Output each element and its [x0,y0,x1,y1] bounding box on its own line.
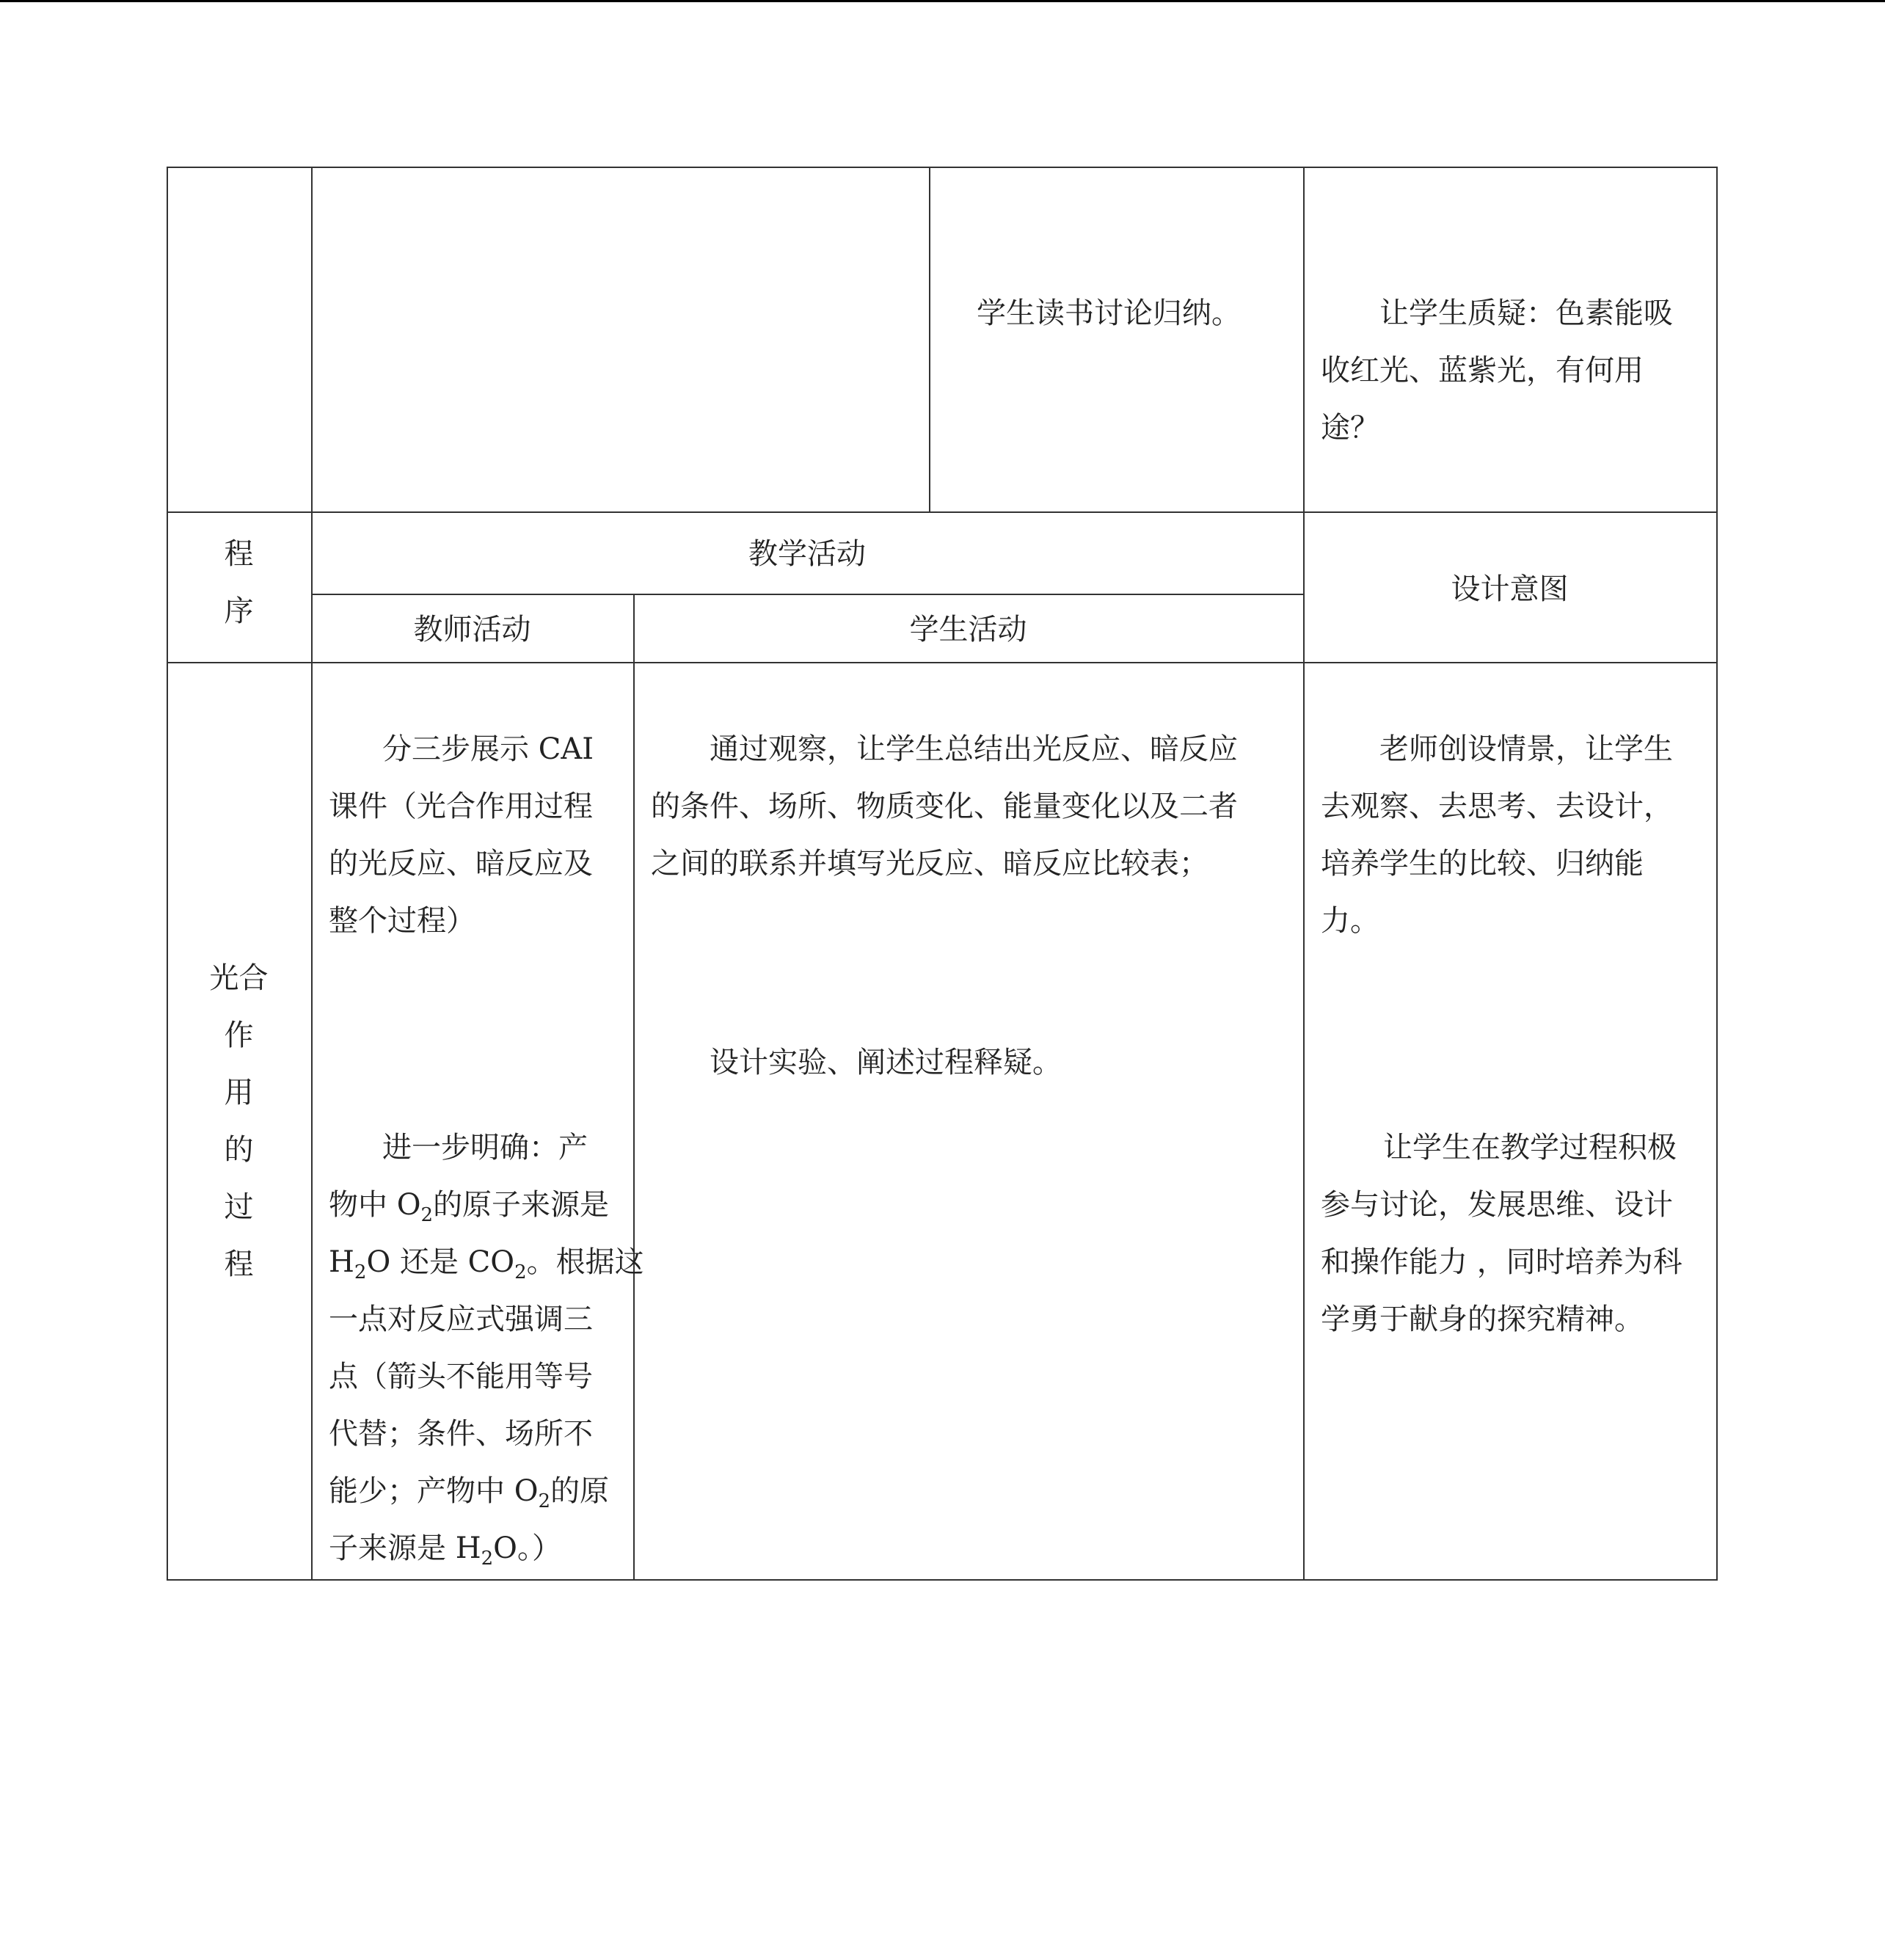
col-divider-design [1303,167,1305,1581]
text-line: 序 [224,594,254,628]
header-design-intent: 设计意图 [1451,572,1569,606]
col-divider-top-student [929,167,930,511]
text-line: 分三步展示 CAI [382,732,594,766]
text-line [329,1520,644,1577]
text-line: 通过观察，让学生总结出光反应、暗反应 [710,732,1238,766]
text-line [329,1176,644,1234]
text-line: 参与讨论，发展思维、设计 [1321,1188,1673,1222]
header-student-activity: 学生活动 [909,613,1027,646]
page-top-rule [0,0,1885,2]
text-line: 程 [224,537,254,571]
lesson-plan-table [167,167,1718,1581]
text-line: 的 [224,1133,254,1167]
text-line: 一点对反应式强调三 [329,1303,593,1336]
text-line: 点（箭头不能用等号 [329,1360,593,1394]
text-line: 程 [224,1247,254,1281]
text-line: 光合 [209,961,269,995]
teacher-activity-block-1 [329,721,594,950]
text-fragment: 的原子来源是 [433,1188,610,1222]
text-line: 之间的联系并填写光反应、暗反应比较表； [651,847,1208,881]
text-line: 的条件、场所、物质变化、能量变化以及二者 [651,790,1238,823]
text-line: 进一步明确：产 [382,1131,588,1165]
subscript: 2 [354,1261,367,1283]
header-teaching-activity: 教学活动 [748,537,866,571]
text-fragment: 能少；产物中 O [329,1474,539,1508]
top-design-intent [1321,285,1673,456]
table-border-bottom [167,1579,1718,1581]
text-fragment: H [329,1245,354,1279]
subscript: 2 [420,1204,434,1226]
text-line: 让学生质疑：色素能吸 [1379,296,1673,330]
text-fragment: 。根据这 [526,1245,644,1279]
row-divider-2 [167,662,1718,663]
subscript: 2 [481,1548,494,1570]
subscript: 2 [514,1261,527,1283]
top-student-activity: 学生读书讨论归纳。 [977,296,1241,330]
col-divider-procedure [311,167,313,1581]
procedure-photosynthesis [167,950,311,1293]
design-intent-block-1 [1321,721,1673,950]
header-teacher-activity: 教师活动 [413,613,531,646]
text-line: 过 [224,1190,254,1224]
student-activity-block-1 [651,721,1238,892]
subscript: 2 [538,1490,551,1512]
text-line: 作 [224,1019,254,1052]
student-activity-block-2: 设计实验、阐述过程释疑。 [710,1046,1062,1079]
row-divider-1 [167,511,1718,513]
text-line: 收红光、蓝紫光，有何用 [1321,354,1644,387]
text-line: 课件（光合作用过程 [329,790,593,823]
text-line: 用 [224,1076,254,1110]
text-line: 力。 [1321,904,1379,938]
header-procedure [167,525,311,640]
text-fragment: 子来源是 H [329,1531,481,1565]
text-line: 老师创设情景，让学生 [1379,732,1673,766]
text-line: 学勇于献身的探究精神。 [1321,1303,1644,1336]
text-line: 整个过程） [329,904,475,938]
text-line: 培养学生的比较、归纳能 [1321,847,1644,881]
text-line: 去观察、去思考、去设计， [1321,790,1673,823]
table-border-top [167,167,1718,168]
text-fragment: 物中 O [329,1188,421,1222]
text-line: 让学生在教学过程积极 [1383,1131,1677,1165]
text-line [329,1462,644,1520]
text-fragment: O 还是 CO [366,1245,515,1279]
text-line: 和操作能力 ，同时培养为科 [1321,1245,1682,1279]
table-border-right [1716,167,1718,1581]
header-subdivider [311,594,1303,595]
text-line: 的光反应、暗反应及 [329,847,593,881]
table-border-left [167,167,168,1581]
text-line [329,1234,644,1291]
text-fragment: 的原 [550,1474,610,1508]
text-line: 代替；条件、场所不 [329,1417,593,1451]
design-intent-block-2 [1321,1119,1682,1348]
text-fragment: O。） [493,1531,561,1565]
text-line: 途？ [1321,411,1379,445]
teacher-activity-block-2 [329,1119,644,1577]
